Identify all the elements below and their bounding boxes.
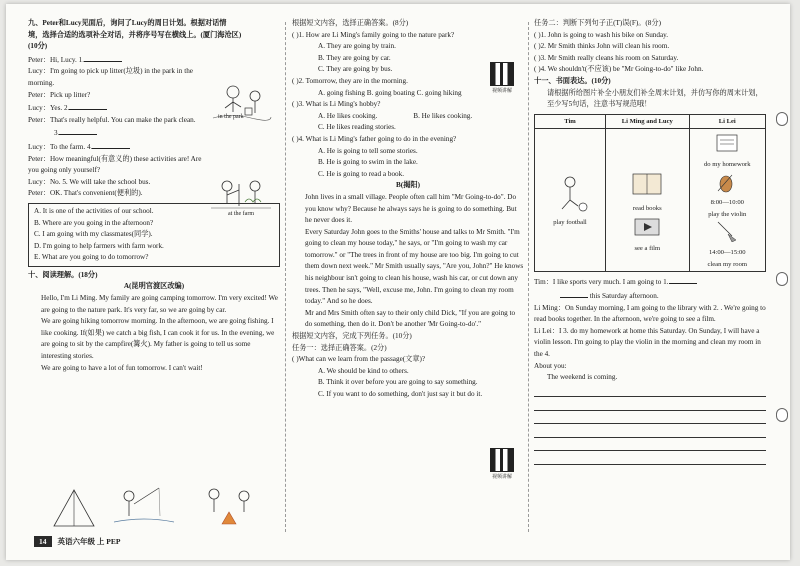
violin-icon <box>712 171 742 193</box>
dialog-line-1: Peter：Hi, Lucy. 1. <box>28 53 280 67</box>
weekend-start: The weekend is coming. <box>547 373 618 382</box>
lm-activity-1: read books <box>632 204 662 212</box>
cell-tim <box>535 129 606 272</box>
task-1-option-c: C. If you want to do something, don't just say it but do it. <box>318 390 483 398</box>
qr-code-2[interactable]: 视频讲解 <box>490 448 514 481</box>
sec11-title: 十一、书面表达。(10分) <box>534 76 611 85</box>
answer-blank-2[interactable] <box>69 101 107 110</box>
farm-illustration <box>211 176 273 216</box>
side-tab-1 <box>776 112 788 126</box>
answer-blank-1[interactable] <box>84 53 122 62</box>
judge-3: ( )3. Mr Smith really cleans his room on Saturday. <box>534 53 679 62</box>
ll-time-1: 8:00—10:00 <box>710 199 744 207</box>
q1-option-c: C. They are going by bus. <box>318 65 393 74</box>
sec10-title: 十、阅读理解。(18分) <box>28 270 98 279</box>
dialog-line-4: Lucy：Yes. 2. <box>28 101 280 115</box>
answer-blank-4[interactable] <box>92 140 130 149</box>
dialog-line-5b: 3. <box>28 126 280 140</box>
sec9-title: 九、Peter和Lucy见面后，询问了Lucy的周日计划。根据对话情 <box>28 19 227 27</box>
sec9-title-2: 境，选择合适的选项补全对话，并将序号写在横线上。(厦门海沧区) <box>28 30 242 39</box>
header-li-lei: Li Lei <box>689 114 765 129</box>
question-2: ( )2. Tomorrow, they are in the morning. <box>292 76 408 85</box>
question-1: ( )1. How are Li Ming's family going to the nature park? <box>292 30 455 39</box>
passage-a-p1: Hello, I'm Li Ming. My family are going camping tomorrow. I'm very excited! We are going to the nature park. It's very far, so we are going by car. <box>41 294 278 314</box>
divider-2 <box>528 22 529 532</box>
judge-1: ( )1. John is going to wash his bike on Sunday. <box>534 30 669 39</box>
q2-options: A. going fishing B. going boating C. going hiking <box>318 88 462 97</box>
option-b: B. Where are you going in the afternoon? <box>34 218 154 227</box>
ll-activity-1: do my homework <box>704 160 751 168</box>
option-a: A. It is one of the activities of our school. <box>34 206 154 215</box>
option-e: E. What are you going to do tomorrow? <box>34 253 149 262</box>
writing-tim-2: this Saturday afternoon. <box>534 289 766 303</box>
header-tim: Tim <box>535 114 606 129</box>
weekend-plan-table <box>534 114 766 273</box>
option-c: C. I am going with my classmates(同学). <box>34 230 153 239</box>
lm-activity-2: see a film <box>634 245 661 253</box>
ll-activity-2: play the violin <box>708 210 747 218</box>
dialog-line-5: Peter：That's really helpful. You can make the park clean. <box>28 115 196 124</box>
side-tab-3 <box>776 408 788 422</box>
about-you: About you: <box>534 361 567 370</box>
ll-time-2: 14:00—15:00 <box>708 248 746 256</box>
book-title: 英语六年级 上 PEP <box>57 537 121 546</box>
q4-option-c: C. He is going to read a book. <box>318 169 405 178</box>
answer-blank-3[interactable] <box>59 126 97 135</box>
broom-icon <box>712 220 742 242</box>
q3-options-ab: A. He likes cooking. B. He likes cooking. <box>318 111 473 120</box>
farm-label: at the farm <box>228 211 254 217</box>
passage-b-p3: Mr and Mrs Smith often say to their only child Dick, "If you are going to do something, then do it. Don't be another 'Mr Going-to-do'." <box>305 308 516 329</box>
writing-lines[interactable] <box>534 384 766 465</box>
dialog-line-7: Peter：How meaningful(有意义的) these activities are! Are you going only yourself? <box>28 154 202 175</box>
answer-blank-w1[interactable] <box>669 275 697 284</box>
task-2-title: 任务二：判断下列句子正(T)误(F)。(8分) <box>534 19 661 27</box>
page-number: 14 <box>34 536 52 547</box>
camping-illustration <box>34 482 274 530</box>
q1-option-a: A. They are going by train. <box>318 42 396 51</box>
passage-a-title: A(昆明官渡区改编) <box>123 282 185 291</box>
park-label: in the park <box>218 114 244 120</box>
header-li-ming-lucy: Li Ming and Lucy <box>606 114 690 129</box>
cell-li-ming-lucy <box>606 129 690 272</box>
task-1-option-a: A. We should be kind to others. <box>318 366 409 375</box>
task-1-title: 任务一：选择正确答案。(2分) <box>292 343 387 352</box>
dialog-line-2: Lucy：I'm going to pick up litter(垃圾) in the park in the morning. <box>28 67 193 87</box>
film-icon <box>631 215 663 239</box>
ll-activity-3: clean my room <box>707 260 748 268</box>
writing-li-ming: Li Ming：On Sunday morning, I am going to the library with 2. . We're going to read books together. In the afternoon, we're going to see a film. <box>534 303 766 324</box>
answer-blank-w1b[interactable] <box>560 289 588 298</box>
judge-2: ( )2. Mr Smith thinks John will clean his room. <box>534 42 670 51</box>
page-footer <box>34 536 120 547</box>
column-right <box>534 18 766 465</box>
task-1-option-b: B. Think it over before you are going to say something. <box>318 378 478 387</box>
qr-icon <box>490 62 514 86</box>
q3-option-c: C. He likes reading stories. <box>318 123 396 132</box>
football-icon <box>550 172 590 212</box>
worksheet-page <box>6 4 790 560</box>
passage-a-p3: We are going to have a lot of fun tomorrow. I can't wait! <box>41 363 203 372</box>
sec9-score: (10分) <box>28 42 48 51</box>
passage-b-p1: John lives in a small village. People often call him "Mr Going-to-do". Do you know why? Because he always says he is going to do something. But he never does it. <box>305 192 517 225</box>
question-3: ( )3. What is Li Ming's hobby? <box>292 100 381 109</box>
dialog-line-8: Lucy：No. 5. We will take the school bus. <box>28 177 151 186</box>
task-1-question: ( )What can we learn from the passage(文章)? <box>292 355 426 364</box>
divider-1 <box>285 22 286 532</box>
writing-li-lei: Li Lei：I 3. do my homework at home this Saturday. On Sunday, I will have a violin lesson. I'm going to play the violin in the morning and clean my room in the 4. <box>534 326 761 358</box>
writing-tim: Tim：I like sports very much. I am going to 1. <box>534 275 766 289</box>
task-instructions: 根据短文内容，完成下列任务。(10分) <box>292 332 412 341</box>
passage-a-p2: We are going hiking tomorrow morning. In the afternoon, we are going fishing. I like cooking. If(如果) we catch a big fish, I can cook it for us. In the evening, we are going to sit by the campfire(篝火). My father is going to tell us some interesting stories. <box>41 317 275 361</box>
qr-icon <box>490 448 514 472</box>
sec11-instructions: 请根据所给图片补全小朋友们补全周末计划，并仿写你的周末计划，至少写5句话，注意书写规范哦！ <box>547 88 763 109</box>
books-icon <box>629 170 665 198</box>
q4-option-b: B. He is going to swim in the lake. <box>318 158 418 167</box>
q4-option-a: A. He is going to tell some stories. <box>318 146 418 155</box>
passage-b-p2: Every Saturday John goes to the Smiths' house and talks to Mr Smith. "I'm going to clean my house today," he says, or "I'm going to wash my car tomorrow." or "The trees in front of my house are too big. I'm going to cut them down next week." Mr Smith usually says, "Are you, John?" He knows his neighbour isn't going to clean his house, wash his car, or cut down any trees. Then he says, "Well, excuse me, John. I'm going to clean my room today." And so he does. <box>305 227 524 306</box>
option-d: D. I'm going to help farmers with farm work. <box>34 241 164 250</box>
question-4: ( )4. What is Li Ming's father going to do in the evening? <box>292 134 457 143</box>
q-instructions: 根据短文内容，选择正确答案。(8分) <box>292 19 409 27</box>
judge-4: ( )4. We shouldn't(不应该) be "Mr Going-to-do" like John. <box>534 65 704 74</box>
tim-activity: play football <box>553 218 587 226</box>
dialog-line-6: Lucy：To the farm. 4. <box>28 140 280 154</box>
homework-icon <box>712 132 742 154</box>
side-tab-2 <box>776 272 788 286</box>
qr-code-1[interactable]: 视频讲解 <box>490 62 514 95</box>
dialog-line-9: Peter：OK. That's convenient(便利的). <box>28 189 143 198</box>
q1-option-b: B. They are going by car. <box>318 53 391 62</box>
cell-li-lei <box>689 129 765 272</box>
passage-b-title: B(揭阳) <box>396 181 420 190</box>
dialog-line-3: Peter：Pick up litter? <box>28 90 91 99</box>
